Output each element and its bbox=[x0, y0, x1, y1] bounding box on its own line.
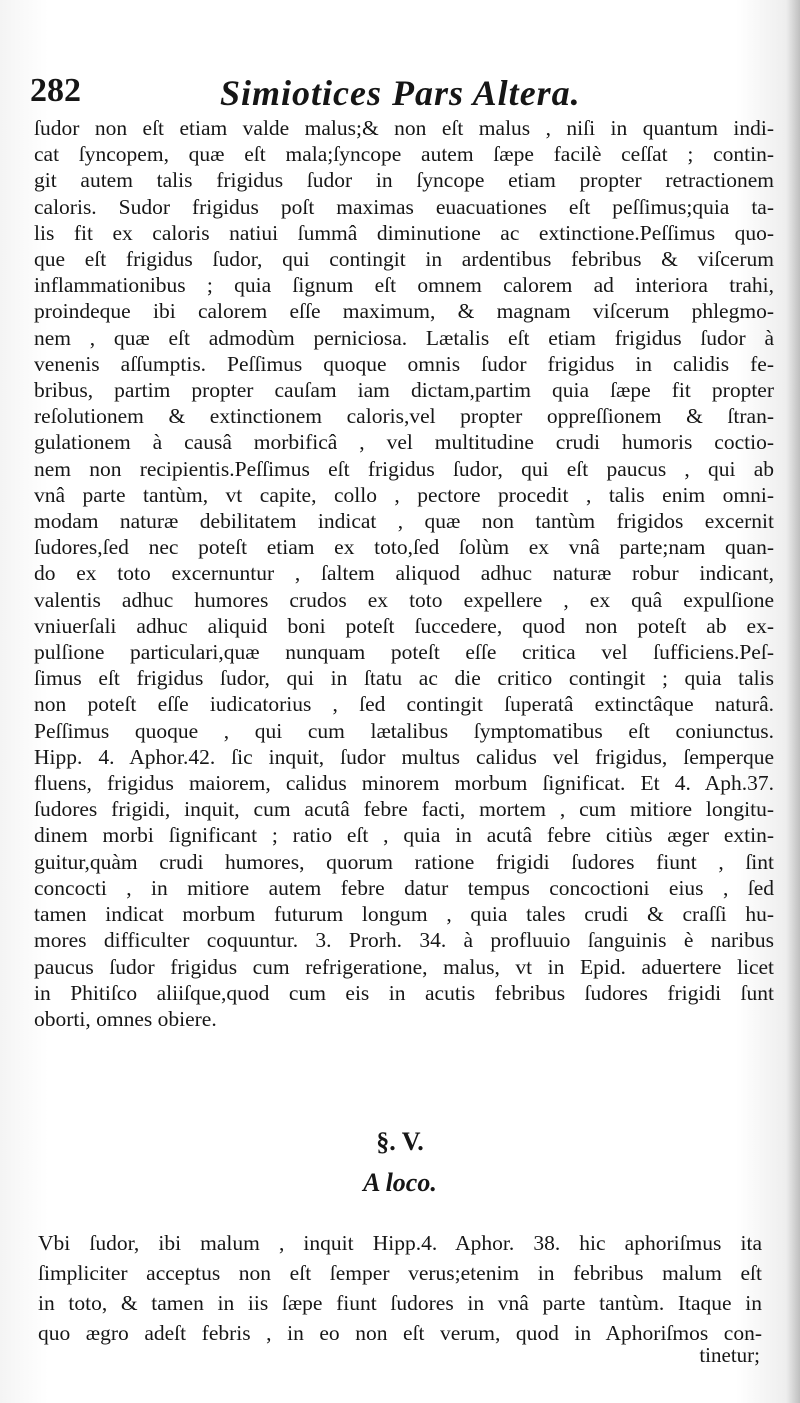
text-line: concocti , in mitiore autem febre datur tempus concoctioni eius , ſed bbox=[34, 875, 774, 900]
text-line: Hipp. 4. Aphor.42. ſic inquit, ſudor multus calidus vel frigidus, ſemperque bbox=[34, 744, 774, 769]
text-line: git autem talis frigidus ſudor in ſyncope etiam propter retractionem bbox=[34, 168, 774, 193]
text-line: bribus, partim propter cauſam iam dictam,partim quia ſæpe fit propter bbox=[34, 378, 774, 403]
text-line: modam naturæ debilitatem indicat , quæ non tantùm frigidos excernit bbox=[34, 509, 774, 534]
text-line: dinem morbi ſignificant ; ratio eſt , quia in acutâ febre citiùs æger extin- bbox=[34, 823, 774, 848]
text-line: Vbi ſudor, ibi malum , inquit Hipp.4. Aphor. 38. hic aphoriſmus ita bbox=[38, 1231, 762, 1255]
text-line: ſimpliciter acceptus non eſt ſemper verus;etenim in febribus malum eſt bbox=[38, 1261, 762, 1285]
text-line: cat ſyncopem, quæ eſt mala;ſyncope autem ſæpe facilè ceſſat ; contin- bbox=[34, 142, 774, 167]
text-line: caloris. Sudor frigidus poſt maximas euacuationes eſt peſſimus;quia ta- bbox=[34, 194, 774, 219]
page-header bbox=[30, 68, 770, 118]
text-line: mores difficulter coquuntur. 3. Prorh. 34. à profluuio ſanguinis è naribus bbox=[34, 928, 774, 953]
text-line: que eſt frigidus ſudor, qui contingit in ardentibus febribus & viſcerum bbox=[34, 247, 774, 272]
text-line: nem , quæ eſt admodùm perniciosa. Lætalis eſt etiam frigidus ſudor à bbox=[34, 325, 774, 350]
text-line: valentis adhuc humores crudos ex toto expellere , ex quâ expulſione bbox=[34, 587, 774, 612]
page-number: 282 bbox=[30, 72, 81, 109]
section-subtitle: A loco. bbox=[363, 1168, 437, 1197]
text-line: ſudores frigidi, inquit, cum acutâ febre facti, mortem , cum mitiore longitu- bbox=[34, 797, 774, 822]
main-paragraph bbox=[34, 115, 774, 1032]
text-line: ſimus eſt frigidus ſudor, qui in ſtatu ac die critico contingit ; quia talis bbox=[34, 666, 774, 691]
text-line: in toto, & tamen in iis ſæpe fiunt ſudores in vnâ parte tantùm. Itaque in bbox=[38, 1291, 762, 1315]
text-line: nem non recipientis.Peſſimus eſt frigidus ſudor, qui eſt paucus , qui ab bbox=[34, 456, 774, 481]
text-line: inflammationibus ; quia ſignum eſt omnem calorem ad interiora trahi, bbox=[34, 273, 774, 298]
text-line: tamen indicat morbum futurum longum , quia tales crudi & craſſi hu- bbox=[34, 902, 774, 927]
text-line: quo ægro adeſt febris , in eo non eſt verum, quod in Aphoriſmos con- bbox=[38, 1321, 762, 1345]
text-line: gulationem à causâ morbificâ , vel multitudine crudi humoris coctio- bbox=[34, 430, 774, 455]
text-line: ſudores,ſed nec poteſt etiam ex toto,ſed ſolùm ex vnâ parte;nam quan- bbox=[34, 535, 774, 560]
text-line-last: oborti, omnes obiere. bbox=[34, 1006, 217, 1031]
running-title: Simiotices Pars Altera. bbox=[220, 73, 581, 113]
text-line: fluens, frigidus maiorem, calidus minorem morbum ſignificat. Et 4. Aph.37. bbox=[34, 771, 774, 796]
text-line: proindeque ibi calorem eſſe maximum, & magnam viſcerum phlegmo- bbox=[34, 299, 774, 324]
catchword: tinetur; bbox=[699, 1343, 760, 1367]
text-line: do ex toto excernuntur , ſaltem aliquod adhuc naturæ robur indicant, bbox=[34, 561, 774, 586]
text-line: venenis aſſumptis. Peſſimus quoque omnis ſudor frigidus in calidis fe- bbox=[34, 351, 774, 376]
text-line: lis fit ex caloris natiui ſummâ diminutione ac extinctione.Peſſimus quo- bbox=[34, 220, 774, 245]
section-paragraph bbox=[38, 1228, 762, 1348]
text-line: vniuerſali adhuc aliquid boni poteſt ſuccedere, quod non poteſt ab ex- bbox=[34, 613, 774, 638]
text-line: in Phitiſco aliiſque,quod cum eis in acutis febribus ſudores frigidi ſunt bbox=[34, 980, 774, 1005]
text-line: Peſſimus quoque , qui cum lætalibus ſymptomatibus eſt coniunctus. bbox=[34, 718, 774, 743]
text-line: pulſione particulari,quæ nunquam poteſt eſſe critica vel ſufficiens.Peſ- bbox=[34, 640, 774, 665]
text-line: guitur,quàm crudi humores, quorum ratione frigidi ſudores fiunt , ſint bbox=[34, 849, 774, 874]
text-line: vnâ parte tantùm, vt capite, collo , pectore procedit , talis enim omni- bbox=[34, 482, 774, 507]
text-line: paucus ſudor frigidus cum refrigeratione, malus, vt in Epid. aduertere licet bbox=[34, 954, 774, 979]
text-line: reſolutionem & extinctionem caloris,vel propter oppreſſionem & ſtran- bbox=[34, 404, 774, 429]
text-line: non poteſt eſſe iudicatorius , ſed contingit ſuperatâ extinctâque naturâ. bbox=[34, 692, 774, 717]
section-number: §. V. bbox=[376, 1127, 424, 1156]
text-line: ſudor non eſt etiam valde malus;& non eſt malus , niſi in quantum indi- bbox=[34, 116, 774, 140]
